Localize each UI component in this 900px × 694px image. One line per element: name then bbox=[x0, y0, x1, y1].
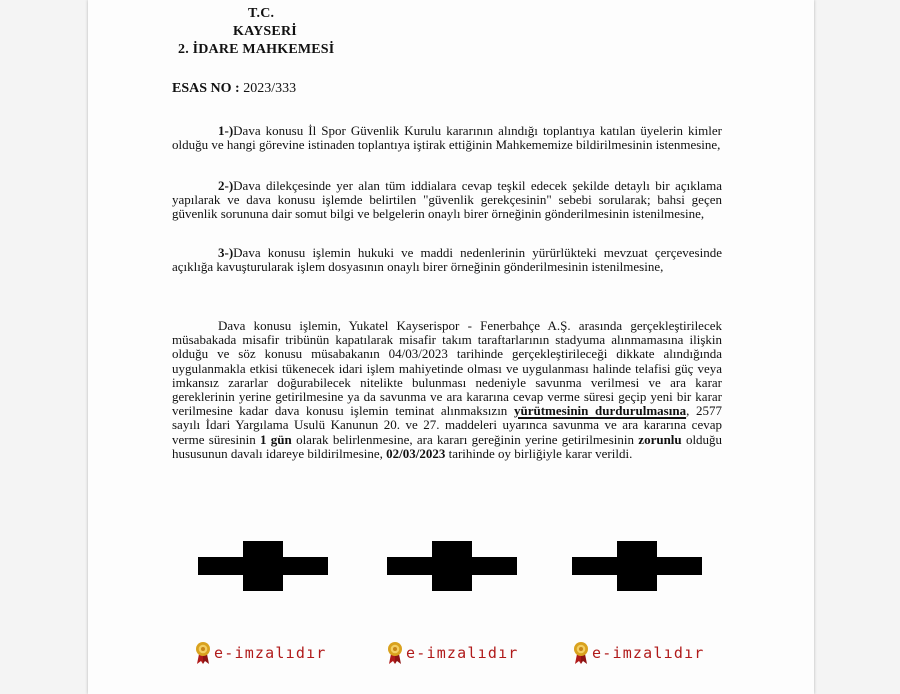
item-2 bbox=[172, 179, 722, 222]
decision-date: 02/03/2023 bbox=[386, 445, 446, 461]
case-number-label: ESAS NO : bbox=[172, 81, 240, 96]
seal-ribbon-icon bbox=[386, 641, 404, 665]
header-city: KAYSERİ bbox=[233, 24, 297, 39]
redaction-mark bbox=[572, 541, 702, 591]
e-signature-label: e-imzalıdır bbox=[214, 644, 327, 662]
item-text: Dava konusu İl Spor Güvenlik Kurulu kararının alındığı toplantıya katılan üyelerin kimler olduğu ve hangi görevine istinaden toplantıya iştirak ettiğinin Mahkememize bildirilmesinin istenmesine, bbox=[172, 123, 722, 153]
decision-paragraph bbox=[172, 319, 722, 461]
item-number: 2-) bbox=[218, 178, 234, 193]
item-text: Dava dilekçesinde yer alan tüm iddialara cevap teşkil edecek şekilde detaylı bir açıklama yapılarak ve dava konusu işlemde belirtilen "güvenlik gerekçesinin" sebebi sorularak; bahsi geçen güvenlik sorununa dair somut bilgi ve belgelerin onaylı birer örneğinin gönderilmesinin istenilmesine, bbox=[172, 178, 722, 222]
e-signature bbox=[386, 640, 519, 666]
decision-text: , 2577 sayılı İdari Yargılama Usulü Kanunun 20. ve 27. maddeleri uyarınca savunma ve ara kararına cevap verme süresinin bbox=[172, 403, 723, 447]
case-number-value: 2023/333 bbox=[243, 81, 297, 96]
decision-text: olarak belirlenmesine, ara kararı gereğinin yerine getirilmesinin bbox=[296, 431, 634, 447]
header-court: 2. İDARE MAHKEMESİ bbox=[178, 42, 335, 57]
seal-ribbon-icon bbox=[572, 641, 590, 665]
decision-mandatory: zorunlu bbox=[638, 431, 682, 447]
decision-text: olduğu hususunun davalı idareye bildirilmesine, bbox=[172, 431, 723, 461]
redaction-mark bbox=[387, 541, 517, 591]
e-signature-label: e-imzalıdır bbox=[592, 644, 705, 662]
document-page bbox=[88, 0, 814, 694]
case-number bbox=[172, 81, 296, 97]
decision-text: Dava konusu işlemin, Yukatel Kayserispor - Fenerbahçe A.Ş. arasında gerçekleştirilecek müsabakada misafir tribünün kapatılarak misafir takım taraftarlarının stadyuma alınmamasına ilişkin olduğu ve söz konusu müsabakanın 04/03/2023 tarihinde gerçekleştirileceği dikkate alındığında uygulanmakla etkisi tükenecek idari işlem mahiyetinde olması ve uygulanması halinde telafisi güç veya imkansız zararlar doğurabilecek nitelikte bulunması nedeniyle savunma verilmesi ve ara karar gereklerinin yerine getirilmesine ya da savunma ve ara kararına cevap verme süresi geçip yeni bir karar verilmesine kadar dava konusu işlemin teminat alınmaksızın bbox=[172, 318, 722, 419]
item-number: 3-) bbox=[218, 245, 234, 260]
e-signature bbox=[572, 640, 705, 666]
item-1 bbox=[172, 124, 722, 152]
decision-stay-of-execution: yürütmesinin durdurulmasına bbox=[513, 403, 687, 419]
seal-ribbon-icon bbox=[194, 641, 212, 665]
decision-text: tarihinde oy birliğiyle karar verildi. bbox=[448, 445, 633, 461]
header-tc: T.C. bbox=[248, 6, 275, 21]
redaction-mark bbox=[198, 541, 328, 591]
decision-deadline: 1 gün bbox=[260, 431, 292, 447]
item-number: 1-) bbox=[218, 123, 234, 138]
e-signature bbox=[194, 640, 327, 666]
e-signature-label: e-imzalıdır bbox=[406, 644, 519, 662]
item-3 bbox=[172, 246, 722, 274]
item-text: Dava konusu işlemin hukuki ve maddi nedenlerinin yürürlükteki mevzuat çerçevesinde açıklığa kavuşturularak işlem dosyasının onaylı birer örneğinin gönderilmesinin istenilmesine, bbox=[172, 245, 722, 275]
